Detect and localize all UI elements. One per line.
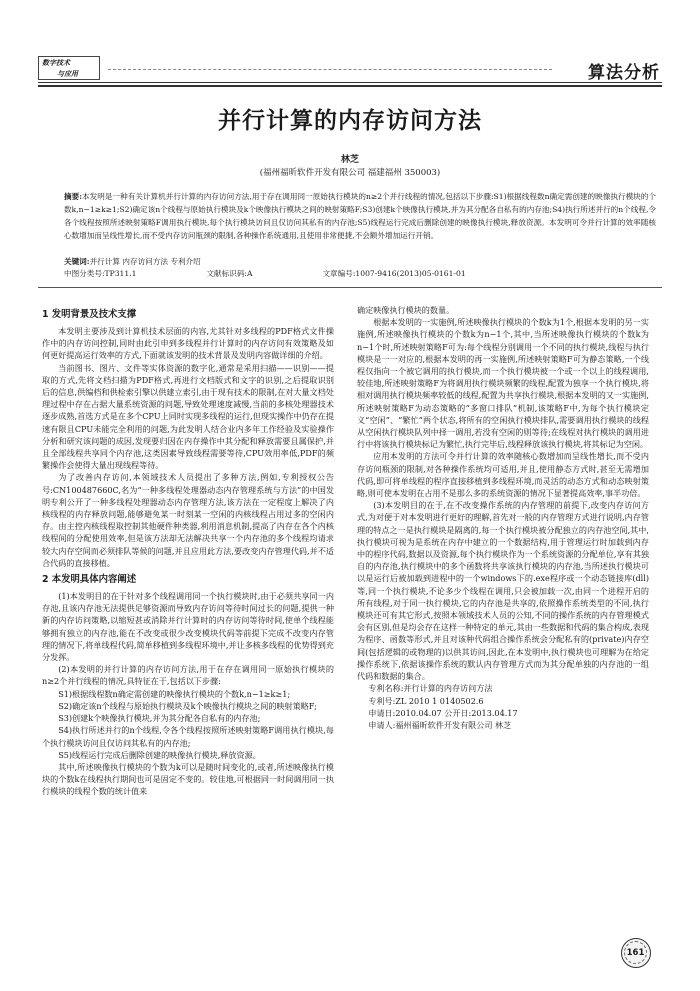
- step-s4: S4)执行所述并行的n个线程,令各个线程按照所述映射策略F调用执行模块,每个执行模块访问且仅访问其私有的内存池;: [42, 725, 334, 748]
- keywords: [64, 256, 656, 267]
- abstract-divider: [38, 287, 662, 288]
- article-number: 文章编号:1007-9416(2013)05-0161-01: [322, 269, 466, 278]
- patent-dates: 申请日:2010.04.07 公开日:2013.04.17: [368, 707, 518, 718]
- section-2-heading: 2 本发明具体内容阐述: [42, 574, 137, 586]
- section-1-heading: 1 发明背景及技术支撑: [42, 309, 137, 320]
- paragraph: 应用本发明的方法可令并行计算的效率随核心数增加而呈线性增长,而不受内存访问瓶颈的限制,对各种操作系统均可适用,并且,使用静态方式时,甚至无需增加代码,即可将单线程的程序直接移植到多线程环境,而灵活的动态方式和动态映射策略,则可使本发明在占用不是那么多的系统资源的情况下显著提高效率,事半功倍。: [357, 451, 649, 499]
- paragraph: 当前图书、图片、文件等实体资源的数字化,通常是采用扫描——识别——提取的方式,先将文档扫描为PDF格式,再进行文档版式和文字的识别,之后提取识别后的信息,供编档和供检索引擎以供建立索引,由于现有技术的限制,在对大量文档处理过程中存在占据大量系统资源的问题,导致处理速度减慢,当前的多核处理器技术逐步成熟,首选方式是在多个CPU上同时实现多线程的运行,但现实操作中仍存在提速有限且CPU未能完全利用的问题,为此发明人结合业内多年工作经验及实验操作分析和研究该问题的成因,发现要归因在内存操作中其分配和释放需要且属保护,并且全部线程共享同个内存池,这类因素导致线程需要等待,CPU效用率低,PDF的频繁操作会使得大量出现线程等待。: [42, 362, 334, 471]
- abstract: [64, 190, 656, 242]
- step-s1: S1)根据线程数n确定需创建的映像执行模块的个数k,n−1≥k≥1;: [58, 688, 291, 699]
- page-number: 161: [626, 948, 645, 958]
- step-s2: S2)确定该n个线程与原始执行模块及k个映像执行模块之间的映射策略F;: [58, 700, 317, 711]
- paragraph: 根据本发明的一实施例,所述映像执行模块的个数k为1个,根据本发明的另一实施例,所述映像执行模块的个数k为n−1个,其中,当所述映像执行模块的个数k为n−1个时,所述映射策略F可为:每个线程分别调用一个不同的执行模块,线程与执行模块是一一对应的,根据本发明的再一实施例,所述映射策略F可为静态策略,一个线程仅指向一个被它调用的执行模块,而一个执行模块被一个或一个以上的线程调用,较佳地,所述映射策略F为将调用执行模块频繁的线程,配置为独享一个执行模块,将相对调用执行模块频率较低的线程,配置为共享执行模块,根据本发明的又一实施例,所述映射策略F为动态策略的“多窗口排队”机制,该策略F中,为每个执行模块定义“空闲”、“繁忙”两个状态,将所有的空闲执行模块排队,需要调用执行模块的线程从空闲执行模块队列中择一调用,若没有空闲的则等待;在线程对执行模块的调用进行中将该执行模块标记为繁忙,执行完毕后,线程释放该执行模块,将其标记为空闲。: [357, 317, 649, 450]
- article-title: 并行计算的内存访问方法: [218, 108, 482, 134]
- logo-line2: 与应用: [57, 69, 78, 78]
- abstract-text: 本发明是一种有关计算机并行计算的内存访问方法,用于存在调用同一原始执行模块的n≥2个并行线程的情况,包括以下步骤:S1)根据线程数n确定需创建的映像执行模块的个数k,n−1≥k≥1;S2)确定该n个线程与原始执行模块及k个映像执行模块之间的映射策略F;S3)创建k个映像执行模块,并为其分配各自私有的内存池;S4)执行所述并行的n个线程,令各个线程按照所述映射策略F调用执行模块,每个执行模块访问且仅访问其私有的内存池;S5)线程运行完成后删除创建的映像执行模块,释放资源。本发明可令并行计算的效率随核心数增加而呈线性增长,而不受内存访问瓶颈的限制,各种操作系统通用,且使用非常便捷,不会额外增加运行开销。: [64, 192, 656, 240]
- patent-applicant: 申请人:福州福昕软件开发有限公司 林芝: [368, 719, 512, 730]
- paragraph: 确定映像执行模块的数量。: [357, 305, 455, 315]
- patent-name: 专利名称:并行计算的内存访问方法: [368, 683, 493, 694]
- paragraph: 其中,所述映像执行模块的个数为k可以是随时间变化的,或者,所述映像执行模块的个数k在线程执行期间也可是固定不变的。较佳地,可根据同一时间调用同一执行模块的线程个数的统计值来: [42, 761, 334, 797]
- keywords-label: 关键词:: [64, 257, 90, 266]
- step-s3: S3)创建k个映像执行模块,并为其分配各自私有的内存池;: [58, 713, 261, 724]
- affiliation: (福州福昕软件开发有限公司 福建福州 350003): [259, 168, 441, 178]
- header-rule-thick: [38, 85, 662, 87]
- header-rule: [38, 82, 662, 83]
- paragraph: (1)本发明目的在于针对多个线程调用同一个执行模块时,由于必须共享同一内存池,且该内存池无法提供足够资源而导致内存访问等待时间过长的问题,提供一种新的内存访问策略,以缩短甚或消除并行计算时的内存访问等待时间,使单个线程能够拥有独立的内存池,能在不改变或很少改变模块代码等前提下完成不改变内存管理的情况下,将单线程代码,简单移植到多线程环境中,并让多核多线程的优势得到充分发挥。: [42, 591, 334, 663]
- paragraph: 为了改善内存访问,本领域技术人员提出了多种方法,例如,专利授权公告号:CN100487660C,名为“一种多线程处理器动态内存管理系统与方法”的中国发明专利公开了一种多线程处理器动态内存管理方法,该方法在一定程度上解决了内核线程的内存释放问题,能够避免某一时刻某一空闲的内核线程占用过多的空闲内存。由主控内核线程取控制其他硬件种类器,利用消息机制,提高了内存在各个内核线程间的分配使用效率,但是该方法却无法解决共享一个内存池的多个线程均请求较大内存空间而必须排队等候的问题,并且应用此方法,要改变内存管理代码,并不适合代码的直接移植。: [42, 472, 334, 568]
- page-number-badge: [621, 938, 651, 968]
- patent-number: 专利号:ZL 2010 1 0140502.6: [368, 695, 484, 706]
- paragraph: 本发明主要涉及到计算机技术层面的内容,尤其针对多线程的PDF格式文件操作中的内存访问控制,同时由此引申到多线程并行计算时的内存访问有效策略及如何更好提高运行效率的方式,下面就该发明的技术背景及发明内容做详细的介绍。: [42, 326, 334, 361]
- doc-code: 文献标识码:A: [206, 269, 253, 278]
- right-column: [357, 304, 649, 731]
- paragraph: (3)本发明目的在于,在不改变操作系统的内存管理的前提下,改变内存访问方式,为对便于对本发明进行更好的理解,首先对一般的内存管理方式进行说明,内存管理的特点之一是执行模块是隔离的,每一个执行模块被分配独立的内存池空间,其中,执行模块可视为是系统在内存中建立的一个数据结构,用于管理运行时加载到内存中的程序代码,数据以及资源,每个执行模块作为一个系统资源的分配单位,享有其独自的内存池,执行模块中的多个函数将共享该执行模块的内存池,当所述执行模块可以是运行后被加载到进程中的一个windows下的.exe程序或一个动态链接库(dll)等,同一个执行模块,不论多少个线程在调用,只会被加载一次,由同一个进程开启的所有线程,对于同一执行模块,它的内存池是共享的,依照操作系统类型的不同,执行模块还可有其它形式,按照本领域技术人员的公知,不同的操作系统的内存管理模式会有区别,但是均会存在这样一种特定的单元,其由一些数据和代码的集合构成,表现为程序、函数等形式,并且对该种代码组合操作系统会分配私有的(private)内存空间(包括逻辑的或物理的)以供其访问,因此,在本发明中,执行模块也可理解为在给定操作系统下,依据该操作系统的默认内存管理方式而为其分配单独的内存池的一组代码和数据的集合。: [357, 500, 649, 682]
- keywords-text: 并行计算 内存访问方法 专利介绍: [89, 257, 201, 266]
- abstract-label: 摘要:: [64, 192, 83, 201]
- author: 林芝: [340, 155, 359, 165]
- header-dash-line: [108, 69, 552, 70]
- patent-info: [357, 682, 649, 731]
- classification-row: [64, 268, 656, 279]
- section-tag: 算法分析: [588, 63, 660, 83]
- journal-logo: [38, 56, 100, 80]
- logo-line1: 数字技术: [42, 58, 70, 67]
- paragraph: (2)本发明的并行计算的内存访问方法,用于在存在调用同一原始执行模块的n≥2个并行线程的情况,具特征在于,包括以下步骤:: [42, 664, 334, 687]
- clc-number: 中图分类号:TP311.1: [64, 269, 137, 278]
- left-column: [42, 304, 334, 798]
- step-s5: S5)线程运行完成后删除创建的映像执行模块,释放资源。: [58, 749, 261, 760]
